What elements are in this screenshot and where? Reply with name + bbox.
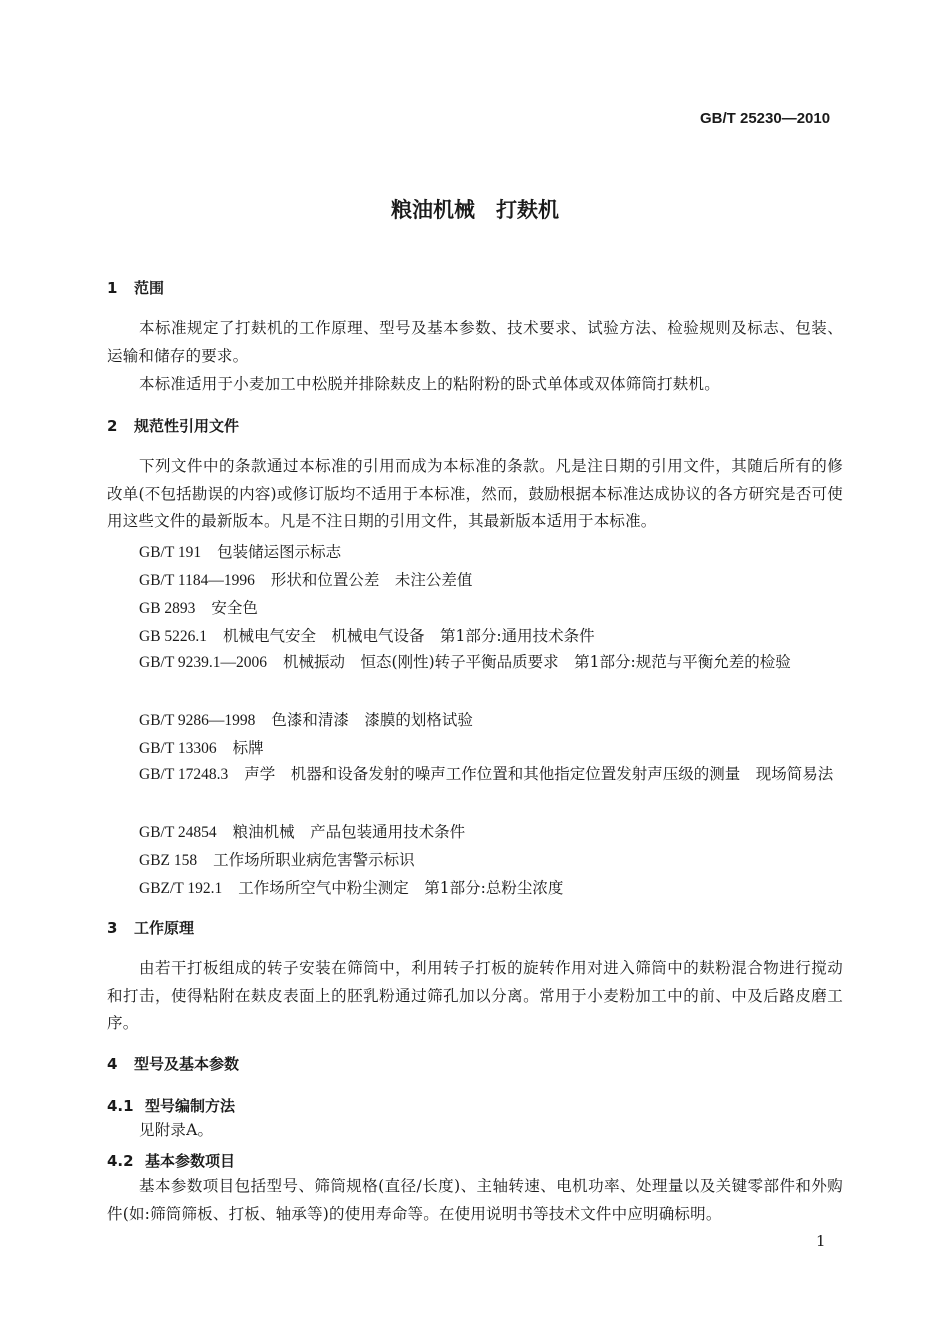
section-number: 1 <box>107 279 118 297</box>
reference-item <box>139 708 473 730</box>
reference-code: GBZ 158 <box>139 852 198 869</box>
section-3-paragraph: 由若干打板组成的转子安装在筛筒中，利用转子打板的旋转作用对进入筛筒中的麸粉混合物进行搅动和打击，使得粘附在麸皮表面上的胚乳粉通过筛孔加以分离。常用于小麦粉加工中的前、中及后路皮磨工序。 <box>107 959 843 1032</box>
page-number: 1 <box>816 1232 826 1250</box>
section-number: 4.2 <box>107 1152 134 1170</box>
reference-item <box>107 648 843 677</box>
reference-title: 标牌 <box>232 739 264 757</box>
reference-title: 声学 机器和设备发射的噪声工作位置和其他指定位置发射声压级的测量 现场简易法 <box>244 765 834 783</box>
section-number: 3 <box>107 919 118 937</box>
section-title: 型号编制方法 <box>145 1097 236 1115</box>
reference-title: 形状和位置公差 未注公差值 <box>270 571 473 589</box>
reference-title: 工作场所职业病危害警示标识 <box>213 851 415 869</box>
section-number: 4 <box>107 1055 118 1073</box>
reference-code: GB 5226.1 <box>139 628 208 645</box>
reference-item <box>139 848 415 870</box>
section-4-heading <box>107 1053 239 1074</box>
section-2-heading <box>107 415 239 436</box>
reference-title: 包装储运图示标志 <box>217 543 342 561</box>
section-1-heading <box>107 277 164 298</box>
reference-item <box>139 540 341 562</box>
reference-item <box>139 568 472 590</box>
reference-code: GB/T 17248.3 <box>139 766 229 783</box>
section-title: 型号及基本参数 <box>134 1055 240 1073</box>
section-2-intro: 下列文件中的条款通过本标准的引用而成为本标准的条款。凡是注日期的引用文件，其随后所有的修改单(不包括勘误的内容)或修订版均不适用于本标准，然而，鼓励根据本标准达成协议的各方研究是否可使用这些文件的最新版本。凡是不注日期的引用文件，其最新版本适用于本标准。 <box>107 457 843 530</box>
reference-code: GB/T 9286—1998 <box>139 712 256 729</box>
section-title: 工作原理 <box>134 919 195 937</box>
section-number: 2 <box>107 417 118 435</box>
section-4-2-heading <box>107 1150 235 1171</box>
reference-code: GB/T 13306 <box>139 740 217 757</box>
reference-item <box>107 760 843 789</box>
reference-code: GB/T 191 <box>139 544 202 561</box>
standard-code: GB/T 25230—2010 <box>700 110 831 127</box>
reference-title: 机械振动 恒态(刚性)转子平衡品质要求 第1部分:规范与平衡允差的检验 <box>283 653 791 671</box>
reference-item <box>139 736 264 758</box>
reference-code: GBZ/T 192.1 <box>139 880 223 897</box>
section-title: 范围 <box>134 279 165 297</box>
reference-title: 安全色 <box>211 599 258 617</box>
reference-code: GB/T 24854 <box>139 824 217 841</box>
section-number: 4.1 <box>107 1097 134 1115</box>
reference-item <box>139 624 595 646</box>
reference-title: 粮油机械 产品包装通用技术条件 <box>232 823 466 841</box>
reference-title: 工作场所空气中粉尘测定 第1部分:总粉尘浓度 <box>238 879 564 897</box>
section-1-paragraph-1: 本标准规定了打麸机的工作原理、型号及基本参数、技术要求、试验方法、检验规则及标志、包装、运输和储存的要求。 <box>107 319 843 365</box>
section-4-1-heading <box>107 1095 235 1116</box>
reference-code: GB/T 9239.1—2006 <box>139 654 268 671</box>
section-1-paragraph-2: 本标准适用于小麦加工中松脱并排除麸皮上的粘附粉的卧式单体或双体筛筒打麸机。 <box>139 375 720 393</box>
reference-item <box>139 596 258 618</box>
reference-title: 机械电气安全 机械电气设备 第1部分:通用技术条件 <box>223 627 595 645</box>
reference-title: 色漆和清漆 漆膜的划格试验 <box>271 711 473 729</box>
section-4-1-paragraph: 见附录A。 <box>139 1121 214 1139</box>
section-4-2-paragraph: 基本参数项目包括型号、筛筒规格(直径/长度)、主轴转速、电机功率、处理量以及关键零部件和外购件(如:筛筒筛板、打板、轴承等)的使用寿命等。在使用说明书等技术文件中应明确标明。 <box>107 1177 843 1223</box>
document-title: 粮油机械 打麸机 <box>391 198 559 222</box>
reference-code: GB 2893 <box>139 600 196 617</box>
reference-item <box>139 820 465 842</box>
reference-code: GB/T 1184—1996 <box>139 572 255 589</box>
section-3-heading <box>107 917 194 938</box>
reference-item <box>139 876 563 898</box>
section-title: 基本参数项目 <box>145 1152 236 1170</box>
section-title: 规范性引用文件 <box>134 417 240 435</box>
